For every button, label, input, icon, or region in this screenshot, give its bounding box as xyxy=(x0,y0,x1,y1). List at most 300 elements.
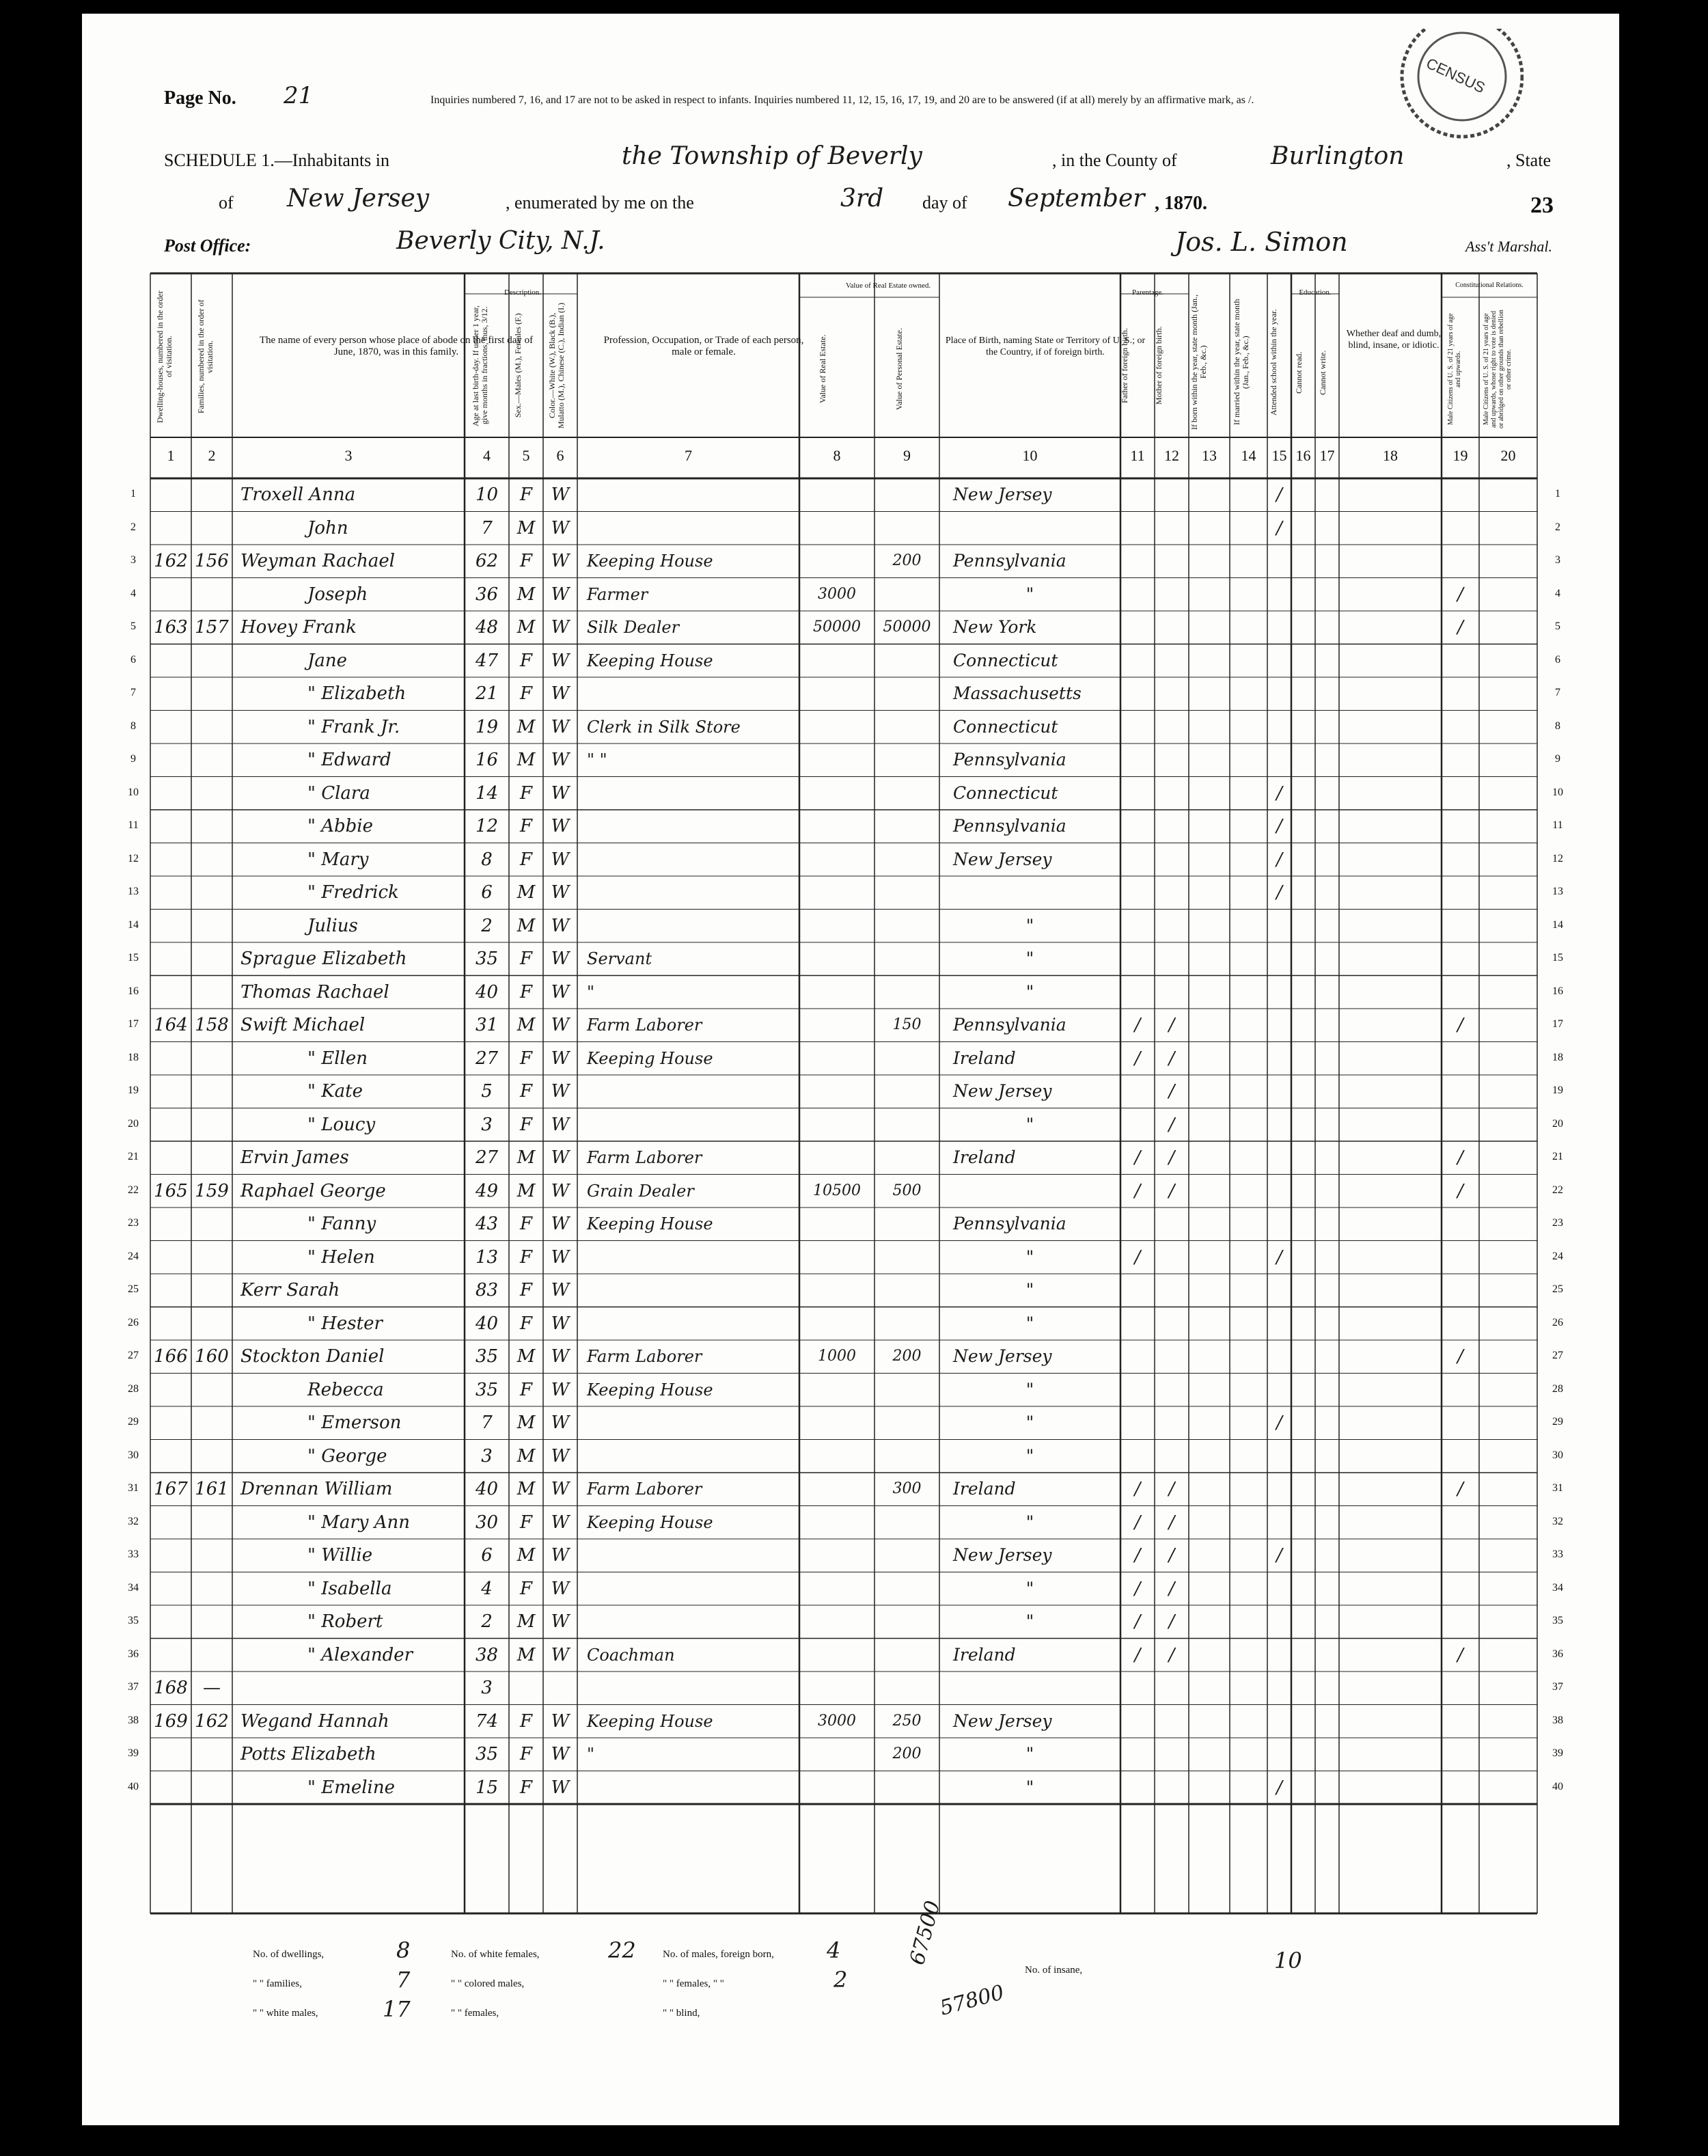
school-total: 10 xyxy=(1274,1948,1302,1974)
birthplace: Pennsylvania xyxy=(953,551,1066,571)
header-vote-denied: Male Citizens of U. S. of 21 years of age and upwards, whose right to vote is denied or abridged on other grounds than rebellion or other crime. xyxy=(1483,310,1513,428)
birthplace: New York xyxy=(953,617,1037,637)
row-number-right: 23 xyxy=(1552,1217,1563,1229)
sex: F xyxy=(519,1214,533,1234)
colored-males-label: " " colored males, xyxy=(451,1978,525,1989)
row-number-right: 24 xyxy=(1552,1250,1563,1262)
sex: M xyxy=(516,1445,536,1466)
row-number-right: 7 xyxy=(1555,687,1560,698)
occupation: Grain Dealer xyxy=(587,1181,694,1201)
sex: F xyxy=(519,1313,533,1334)
header-school: Attended school within the year. xyxy=(1269,309,1278,415)
sex: F xyxy=(519,485,533,505)
dwelling-number: 162 xyxy=(154,551,188,571)
birthplace: Pennsylvania xyxy=(953,1214,1066,1233)
mother-foreign-mark: / xyxy=(1168,1479,1175,1499)
birthplace: " xyxy=(1025,1777,1034,1797)
column-number: 20 xyxy=(1500,447,1516,464)
row-number-left: 14 xyxy=(128,918,139,931)
row-number-right: 39 xyxy=(1552,1747,1563,1759)
occupation: Keeping House xyxy=(587,1512,713,1532)
father-foreign-mark: / xyxy=(1134,1015,1141,1035)
header-male-citizens: Male Citizens of U. S. of 21 years of age and upwards. xyxy=(1447,313,1462,425)
color: W xyxy=(551,617,570,638)
age: 21 xyxy=(475,683,499,704)
marshal-label: Ass't Marshal. xyxy=(1465,238,1552,255)
sex: M xyxy=(516,1611,536,1632)
male-citizen-mark: / xyxy=(1457,1644,1463,1665)
column-number: 2 xyxy=(208,447,216,464)
foreign-females-label: " " females, " " xyxy=(663,1978,724,1989)
age: 40 xyxy=(475,981,499,1002)
personal-estate-total: 57800 xyxy=(937,1980,1007,2021)
male-citizen-mark: / xyxy=(1457,1147,1463,1168)
father-foreign-mark: / xyxy=(1134,1147,1141,1168)
age: 43 xyxy=(475,1214,499,1234)
person-name: " Kate xyxy=(307,1081,363,1102)
row-number-right: 10 xyxy=(1552,786,1563,798)
occupation: Servant xyxy=(587,949,652,968)
mother-foreign-mark: / xyxy=(1168,1545,1175,1566)
header-value-real: Value of Real Estate. xyxy=(818,334,827,404)
header-value-personal: Value of Personal Estate. xyxy=(894,328,904,410)
color: W xyxy=(551,1081,570,1102)
sex: F xyxy=(519,1246,533,1268)
row-number-left: 8 xyxy=(130,720,136,732)
row-number-left: 18 xyxy=(128,1051,139,1063)
mother-foreign-mark: / xyxy=(1168,1048,1175,1069)
person-name: " Emerson xyxy=(307,1413,402,1433)
father-foreign-mark: / xyxy=(1134,1048,1141,1069)
personal-estate-value: 300 xyxy=(892,1480,922,1497)
sex: M xyxy=(516,1479,536,1499)
age: 35 xyxy=(475,1379,499,1400)
sex: M xyxy=(516,750,536,770)
mother-foreign-mark: / xyxy=(1168,1114,1175,1135)
sheet-number: 23 xyxy=(1530,193,1554,218)
person-name: " Helen xyxy=(307,1246,375,1268)
sex: M xyxy=(516,882,536,903)
row-number-right: 5 xyxy=(1555,620,1560,632)
school-mark: / xyxy=(1276,485,1282,505)
occupation: Keeping House xyxy=(587,551,713,571)
column-number: 6 xyxy=(556,447,564,464)
person-name: Hovey Frank xyxy=(240,617,357,638)
row-number-left: 29 xyxy=(128,1416,139,1428)
row-number-left: 27 xyxy=(128,1350,139,1361)
person-name: " Abbie xyxy=(307,816,373,836)
header-father-foreign: Father of foreign birth. xyxy=(1120,328,1129,403)
occupation: Coachman xyxy=(587,1645,675,1665)
day-of-label: day of xyxy=(922,193,967,213)
dwelling-number: 165 xyxy=(154,1180,188,1201)
color: W xyxy=(551,1246,570,1268)
birthplace: " xyxy=(1025,1578,1034,1598)
person-name: Drennan William xyxy=(240,1479,393,1499)
row-number-right: 1 xyxy=(1555,488,1560,500)
person-name: " Robert xyxy=(307,1611,383,1632)
male-citizen-mark: / xyxy=(1457,1346,1463,1367)
male-citizen-mark: / xyxy=(1457,1180,1463,1201)
sex: F xyxy=(519,683,533,704)
sex: F xyxy=(519,1280,533,1300)
birthplace: New Jersey xyxy=(953,485,1052,504)
white-females-label: No. of white females, xyxy=(451,1949,540,1960)
county-value: Burlington xyxy=(1271,142,1405,170)
row-number-left: 15 xyxy=(128,952,139,964)
row-number-right: 11 xyxy=(1552,819,1563,831)
age: 40 xyxy=(475,1479,499,1499)
age: 6 xyxy=(481,1545,493,1566)
person-name: " Frank Jr. xyxy=(307,716,400,737)
birthplace: New Jersey xyxy=(953,849,1052,869)
column-number: 3 xyxy=(344,447,353,464)
mother-foreign-mark: / xyxy=(1168,1147,1175,1168)
birthplace: New Jersey xyxy=(953,1710,1052,1731)
color: W xyxy=(551,1214,570,1234)
person-name: Jane xyxy=(307,650,348,671)
person-name: Kerr Sarah xyxy=(240,1280,340,1300)
person-name: " Fredrick xyxy=(307,882,399,903)
occupation: Farmer xyxy=(587,584,648,604)
column-number: 5 xyxy=(522,447,530,464)
sex: F xyxy=(519,949,533,969)
foreign-females-value: 2 xyxy=(834,1967,848,1993)
person-name: " Fanny xyxy=(307,1214,376,1234)
row-number-right: 17 xyxy=(1552,1018,1563,1030)
person-name: Sprague Elizabeth xyxy=(240,949,407,969)
of-label: of xyxy=(219,193,234,213)
color: W xyxy=(551,849,570,870)
color: W xyxy=(551,1578,570,1599)
row-number-right: 26 xyxy=(1552,1316,1563,1328)
person-name: Stockton Daniel xyxy=(240,1346,385,1367)
dwelling-number: 168 xyxy=(154,1678,188,1698)
row-number-right: 31 xyxy=(1552,1482,1563,1494)
header-name: The name of every person whose place of abode on the first day of June, 1870, was in this family. xyxy=(259,335,534,357)
family-number: 159 xyxy=(195,1180,229,1201)
school-mark: / xyxy=(1276,1413,1282,1433)
row-number-right: 15 xyxy=(1552,952,1563,964)
color: W xyxy=(551,882,570,903)
person-name: " Loucy xyxy=(307,1114,376,1135)
color: W xyxy=(551,1346,570,1367)
age: 62 xyxy=(475,551,499,571)
birthplace: " xyxy=(1025,981,1034,1002)
families-label: " " families, xyxy=(253,1978,302,1989)
row-number-right: 20 xyxy=(1552,1117,1563,1130)
row-number-left: 11 xyxy=(128,819,139,831)
personal-estate-value: 200 xyxy=(892,1745,922,1762)
school-mark: / xyxy=(1276,1777,1282,1798)
birthplace: Connecticut xyxy=(953,716,1058,737)
sex: M xyxy=(516,584,536,605)
foreign-males-label: No. of males, foreign born, xyxy=(663,1949,774,1960)
mother-foreign-mark: / xyxy=(1168,1578,1175,1599)
column-number: 16 xyxy=(1295,447,1311,464)
person-name: " Willie xyxy=(307,1545,373,1566)
real-estate-value: 3000 xyxy=(818,1712,856,1730)
family-number: — xyxy=(203,1678,221,1698)
row-number-right: 18 xyxy=(1552,1051,1563,1063)
color: W xyxy=(551,485,570,505)
color: W xyxy=(551,1545,570,1566)
birthplace: " xyxy=(1025,949,1034,968)
row-number-left: 40 xyxy=(128,1780,139,1792)
birthplace: Pennsylvania xyxy=(953,816,1066,836)
age: 6 xyxy=(481,882,493,903)
row-number-left: 13 xyxy=(128,886,139,897)
age: 7 xyxy=(481,1413,493,1433)
sex: F xyxy=(519,981,533,1002)
enumerated-label: , enumerated by me on the xyxy=(506,193,694,213)
sex: M xyxy=(516,1644,536,1665)
age: 2 xyxy=(481,1611,493,1632)
father-foreign-mark: / xyxy=(1134,1246,1141,1268)
sex: M xyxy=(516,716,536,737)
age: 7 xyxy=(481,517,493,538)
sex: F xyxy=(519,1777,533,1798)
person-name: Ervin James xyxy=(240,1147,349,1168)
sex: F xyxy=(519,1710,533,1732)
sex: M xyxy=(516,1413,536,1433)
color: W xyxy=(551,782,570,804)
family-number: 160 xyxy=(195,1346,229,1367)
occupation: Farm Laborer xyxy=(587,1347,702,1366)
birthplace: " xyxy=(1025,1445,1034,1466)
color: W xyxy=(551,1777,570,1798)
color: W xyxy=(551,1744,570,1764)
color: W xyxy=(551,584,570,605)
birthplace: New Jersey xyxy=(953,1081,1052,1101)
sex: F xyxy=(519,1379,533,1400)
father-foreign-mark: / xyxy=(1134,1180,1141,1201)
color: W xyxy=(551,1015,570,1035)
row-number-right: 28 xyxy=(1552,1382,1563,1395)
dwelling-number: 166 xyxy=(154,1346,188,1367)
sex: F xyxy=(519,1081,533,1102)
row-number-left: 25 xyxy=(128,1283,139,1295)
personal-estate-value: 500 xyxy=(892,1182,922,1199)
row-number-left: 23 xyxy=(128,1217,139,1229)
column-number: 11 xyxy=(1130,447,1145,464)
white-males-label: " " white males, xyxy=(253,2008,318,2019)
person-name: Raphael George xyxy=(240,1180,386,1201)
age: 3 xyxy=(481,1445,493,1466)
personal-estate-value: 250 xyxy=(892,1712,922,1730)
birthplace: New Jersey xyxy=(953,1545,1052,1565)
age: 83 xyxy=(475,1280,499,1300)
age: 16 xyxy=(475,750,499,770)
dwelling-number: 169 xyxy=(154,1710,188,1732)
column-number: 4 xyxy=(483,447,491,464)
sex: F xyxy=(519,650,533,671)
header-cannot-write: Cannot write. xyxy=(1318,350,1327,395)
mother-foreign-mark: / xyxy=(1168,1015,1175,1035)
person-name: Troxell Anna xyxy=(240,485,356,505)
family-number: 161 xyxy=(195,1479,229,1499)
column-number: 19 xyxy=(1452,447,1468,464)
header-cannot-read: Cannot read. xyxy=(1294,351,1304,394)
row-number-right: 29 xyxy=(1552,1416,1563,1428)
person-name: Thomas Rachael xyxy=(240,981,389,1002)
family-number: 156 xyxy=(195,551,229,571)
color: W xyxy=(551,750,570,770)
person-name: " Hester xyxy=(307,1313,383,1334)
age: 2 xyxy=(481,915,493,936)
row-number-right: 38 xyxy=(1552,1714,1563,1726)
sex: M xyxy=(516,915,536,936)
header-age: Age at last birth-day. If under 1 year, give months in fractions, thus, 3/12. xyxy=(471,305,489,426)
header-born-within-year: If born within the year, state month (Jan., Feb., &c.) xyxy=(1189,294,1208,431)
row-number-right: 30 xyxy=(1552,1449,1563,1461)
header-married-within-year: If married within the year, state month (Jan., Feb., &c.) xyxy=(1232,299,1250,426)
person-name: Rebecca xyxy=(307,1379,384,1400)
row-number-right: 22 xyxy=(1552,1184,1563,1196)
occupation: " xyxy=(587,982,595,1002)
mother-foreign-mark: / xyxy=(1168,1180,1175,1201)
age: 40 xyxy=(475,1313,499,1334)
color: W xyxy=(551,949,570,969)
age: 38 xyxy=(475,1644,499,1665)
person-name: " Edward xyxy=(307,750,391,770)
father-foreign-mark: / xyxy=(1134,1611,1141,1632)
header-description: Description. xyxy=(504,288,542,297)
birthplace: " xyxy=(1025,1379,1034,1400)
sex: F xyxy=(519,1744,533,1764)
row-number-right: 2 xyxy=(1555,521,1560,533)
person-name: " Ellen xyxy=(307,1048,368,1069)
birthplace: " xyxy=(1025,1280,1034,1300)
occupation: Farm Laborer xyxy=(587,1479,702,1499)
color: W xyxy=(551,816,570,836)
header-families: Families, numbered in the order of visitation. xyxy=(196,299,215,414)
birthplace: " xyxy=(1025,1611,1034,1631)
row-number-right: 27 xyxy=(1552,1350,1563,1361)
age: 15 xyxy=(475,1777,499,1798)
color: W xyxy=(551,915,570,936)
column-number: 17 xyxy=(1319,447,1335,464)
page-no-value: 21 xyxy=(284,82,314,109)
row-number-left: 22 xyxy=(128,1184,139,1196)
occupation: Farm Laborer xyxy=(587,1148,702,1167)
sex: F xyxy=(519,816,533,836)
sex: F xyxy=(519,849,533,870)
header-dwellings: Dwelling-houses, numbered in the order of visitation. xyxy=(155,290,174,423)
color: W xyxy=(551,1180,570,1201)
column-number: 13 xyxy=(1202,447,1217,464)
father-foreign-mark: / xyxy=(1134,1545,1141,1566)
state-label: , State xyxy=(1506,150,1551,170)
sex: F xyxy=(519,1578,533,1599)
father-foreign-mark: / xyxy=(1134,1578,1141,1599)
occupation: Farm Laborer xyxy=(587,1015,702,1035)
sex: F xyxy=(519,1512,533,1533)
male-citizen-mark: / xyxy=(1457,584,1463,605)
real-estate-value: 1000 xyxy=(818,1348,856,1365)
row-number-left: 3 xyxy=(130,554,136,566)
age: 12 xyxy=(475,816,499,836)
color: W xyxy=(551,551,570,571)
row-number-right: 40 xyxy=(1552,1780,1563,1792)
birthplace: " xyxy=(1025,1313,1034,1333)
sex: F xyxy=(519,551,533,571)
row-number-left: 35 xyxy=(128,1615,139,1626)
row-number-left: 38 xyxy=(128,1714,139,1726)
row-number-left: 4 xyxy=(130,587,136,599)
white-males-value: 17 xyxy=(383,1996,411,2022)
row-number-right: 32 xyxy=(1552,1515,1563,1527)
birthplace: Ireland xyxy=(953,1048,1016,1068)
birthplace: " xyxy=(1025,1744,1034,1764)
post-office-value: Beverly City, N.J. xyxy=(396,227,605,255)
row-number-right: 14 xyxy=(1552,918,1563,931)
person-name: Swift Michael xyxy=(240,1015,366,1035)
row-number-right: 25 xyxy=(1552,1283,1563,1295)
color: W xyxy=(551,1114,570,1135)
column-number: 18 xyxy=(1383,447,1398,464)
instructions: Inquiries numbered 7, 16, and 17 are not to be asked in respect to infants. Inquiries numbered 11, 12, 15, 16, 17, 19, and 20 are to be answered (if at all) merely by an affirmative mark, as /. xyxy=(430,94,1254,106)
column-number: 14 xyxy=(1241,447,1256,464)
occupation: Silk Dealer xyxy=(587,618,680,637)
person-name: Potts Elizabeth xyxy=(240,1744,376,1764)
occupation: " xyxy=(587,1745,595,1764)
header-education: Education. xyxy=(1299,288,1332,297)
mother-foreign-mark: / xyxy=(1168,1644,1175,1665)
personal-estate-value: 200 xyxy=(892,1348,922,1365)
dwelling-number: 164 xyxy=(154,1015,188,1035)
personal-estate-value: 150 xyxy=(892,1016,922,1033)
row-number-right: 16 xyxy=(1552,985,1563,997)
row-number-right: 37 xyxy=(1552,1681,1563,1693)
school-mark: / xyxy=(1276,1246,1282,1268)
male-citizen-mark: / xyxy=(1457,617,1463,638)
dwelling-number: 163 xyxy=(154,617,188,638)
family-number: 157 xyxy=(195,617,229,638)
real-estate-value: 10500 xyxy=(813,1182,861,1199)
occupation: Keeping House xyxy=(587,1214,713,1233)
color: W xyxy=(551,1280,570,1300)
row-number-left: 20 xyxy=(128,1117,139,1130)
header-real-estate: Value of Real Estate owned. xyxy=(845,282,931,290)
mother-foreign-mark: / xyxy=(1168,1611,1175,1632)
color: W xyxy=(551,1379,570,1400)
male-citizen-mark: / xyxy=(1457,1015,1463,1035)
month-value: September xyxy=(1008,185,1145,213)
sex: M xyxy=(516,517,536,538)
row-number-left: 10 xyxy=(128,786,139,798)
school-mark: / xyxy=(1276,849,1282,870)
row-number-left: 33 xyxy=(128,1548,139,1560)
sex: M xyxy=(516,1346,536,1367)
father-foreign-mark: / xyxy=(1134,1512,1141,1533)
row-number-left: 2 xyxy=(130,521,136,533)
person-name: Weyman Rachael xyxy=(240,551,396,571)
dwellings-value: 8 xyxy=(396,1937,411,1963)
occupation: Keeping House xyxy=(587,1711,713,1731)
header-parentage: Parentage. xyxy=(1131,288,1164,297)
column-number: 9 xyxy=(903,447,911,464)
real-estate-value: 50000 xyxy=(813,618,861,636)
township-value: the Township of Beverly xyxy=(622,142,922,170)
dwellings-label: No. of dwellings, xyxy=(253,1949,325,1960)
age: 19 xyxy=(475,716,499,737)
age: 10 xyxy=(475,485,499,505)
row-number-right: 36 xyxy=(1552,1648,1563,1660)
sex: M xyxy=(516,1545,536,1566)
person-name: " Alexander xyxy=(307,1644,413,1665)
header-constitutional: Constitutional Relations. xyxy=(1455,282,1524,289)
